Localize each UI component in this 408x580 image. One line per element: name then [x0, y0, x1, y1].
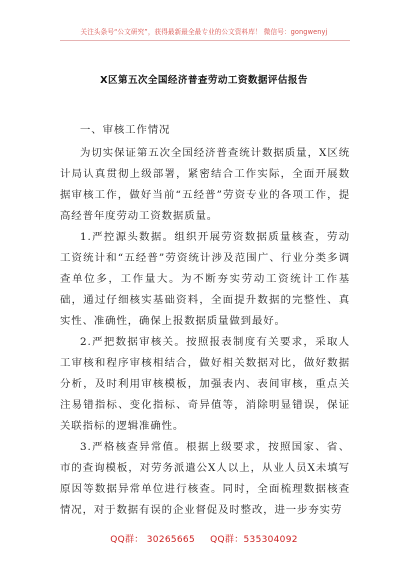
footer-contact	[0, 532, 408, 545]
document-body	[60, 120, 350, 521]
header-banner-text: 关注头条号“公文研究”，获得最新最全最专业的公文资料库！ 微信号：gongwenyj	[80, 28, 328, 36]
paragraph: 3.严格核查异常值。根据上级要求，按照国家、省、市的查询模板，对劳务派遣公X人以上，从业人员X未填写原因等数据异常单位进行核查。同时，全面梳理数据核查情况，对于数据有误的企业督促及时整改，进一步夯实劳	[60, 441, 350, 516]
paragraph: 1.严控源头数据。组织开展劳资数据质量核查，劳动工资统计和“五经普”劳资统计涉及范围广、行业分类多调查单位多，工作量大。为不断夯实劳动工资统计工作基础，通过仔细核实基础资料，全面提升数据的完整性、真实性、准确性，确保上报数据质量做到最好。	[60, 231, 350, 327]
footer-qq-group-2: QQ群：535304092	[210, 535, 298, 545]
document-title: X区第五次全国经济普查劳动工资数据评估报告	[100, 75, 308, 86]
header-banner	[0, 0, 408, 60]
paragraph: 2.严把数据审核关。按照报表制度有关要求，采取人工审核和程序审核相结合，做好相关数据对比，做好数据分析，及时利用审核模板，加强表内、表间审核，重点关注易错指标、变化指标、奇异值等，消除明显错误，保证关联指标的逻辑准确性。	[60, 336, 350, 432]
header-divider	[60, 40, 350, 41]
footer-qq-group-1: QQ群： 30265665	[110, 535, 195, 545]
section-heading: 一、审核工作情况	[80, 124, 171, 136]
paragraph: 为切实保证第五次全国经济普查统计数据质量，X区统计局认真贯彻上级部署，紧密结合工作实际，全面开展数据审核工作，做好当前“五经普”劳资专业的各项工作，提高经普年度劳动工资数据质量。	[60, 147, 350, 222]
